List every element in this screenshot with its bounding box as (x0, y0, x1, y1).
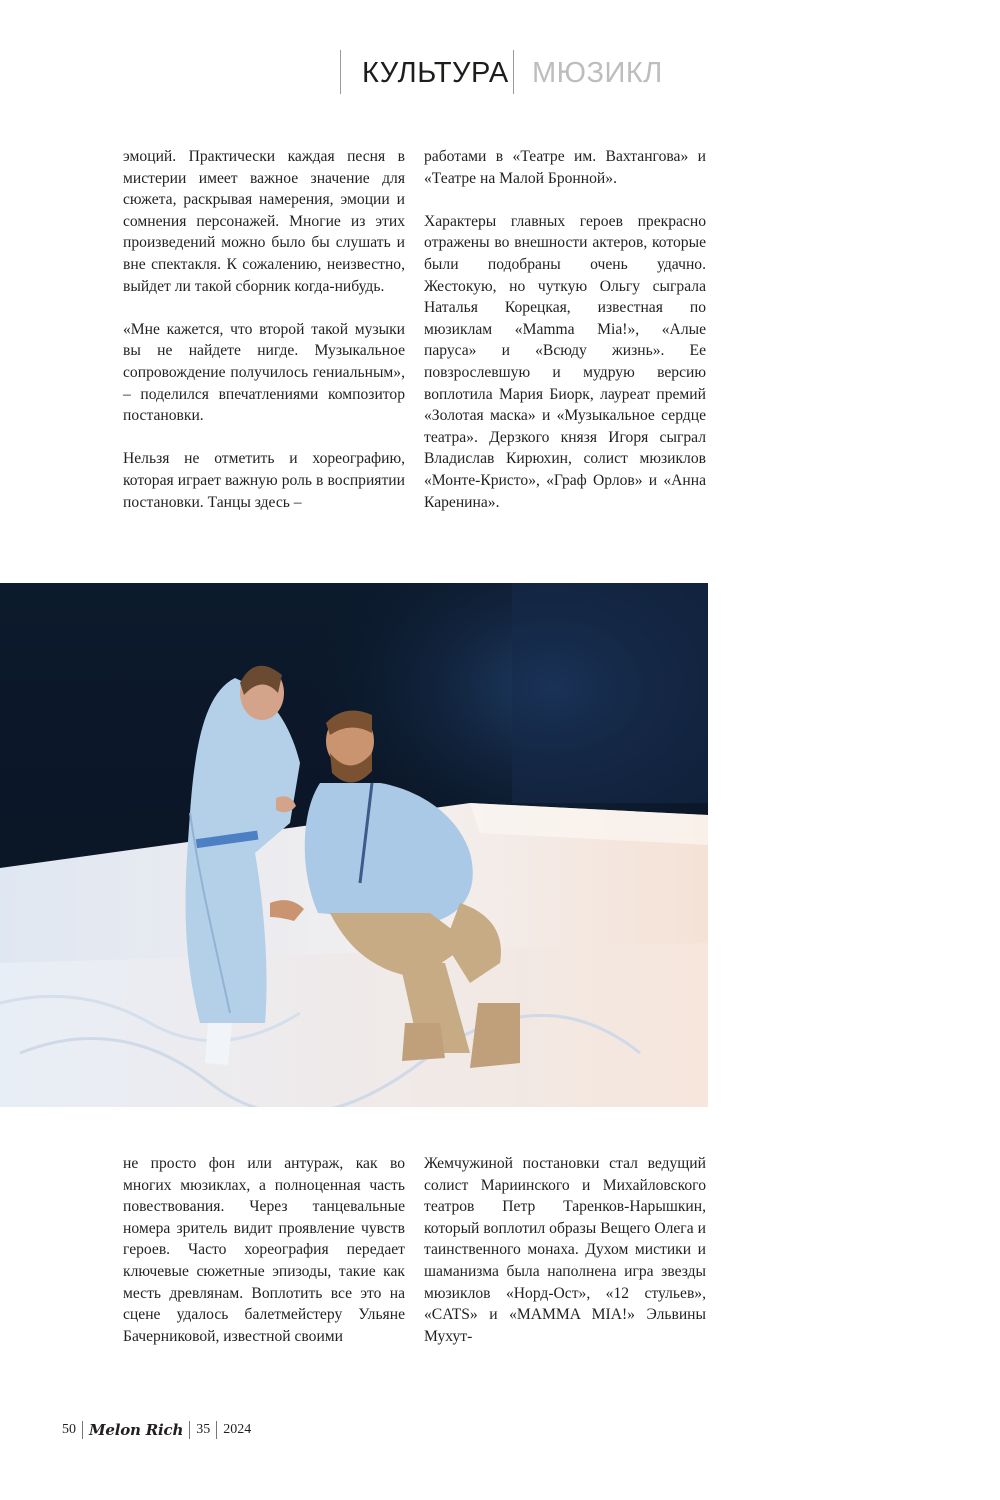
paragraph: Жемчужиной постановки стал ведущий солист Мариинского и Михайловского театров Петр Таренков-Нарышкин, который воплотил образы Вещего Олега и таинственного монаха. Духом мистики и шаманизма была наполнена игра звезды мюзиклов «Норд-Ост», «12 стульев», «CATS» и «MAMMA MIA!» Эльвины Мухут- (424, 1155, 706, 1345)
subsection-title: МЮЗИКЛ (532, 57, 663, 89)
stage-photo-illustration (0, 583, 708, 1107)
magazine-logo: Melon Rich (89, 1421, 184, 1439)
article-column-1 (123, 146, 405, 513)
article-column-2 (424, 146, 706, 513)
paragraph: Нельзя не отметить и хореографию, которая играет важную роль в восприятии постановки. Танцы здесь – (123, 450, 405, 511)
paragraph: «Мне кажется, что второй такой музыки вы не найдете нигде. Музыкальное сопровождение получилось гениальным», – поделился впечатлениями композитор постановки. (123, 320, 405, 425)
header-divider (340, 50, 341, 94)
footer-divider (189, 1421, 190, 1439)
paragraph: работами в «Театре им. Вахтангова» и «Театре на Малой Бронной». (424, 148, 706, 187)
stage-photo (0, 583, 708, 1107)
header-divider (513, 50, 514, 94)
page-number: 50 (62, 1422, 76, 1437)
footer-divider (82, 1421, 83, 1439)
footer-divider (216, 1421, 217, 1439)
section-title: КУЛЬТУРА (362, 57, 509, 89)
article-column-4 (424, 1153, 706, 1347)
issue-number: 35 (196, 1422, 211, 1437)
issue-year: 2024 (223, 1422, 252, 1437)
paragraph: эмоций. Практически каждая песня в мистерии имеет важное значение для сюжета, раскрывая намерения, эмоции и сомнения персонажей. Многие из этих произведений можно было бы слушать и вне спектакля. К сожалению, неизвестно, выйдет ли такой сборник когда-нибудь. (123, 148, 405, 295)
paragraph: Характеры главных героев прекрасно отражены во внешности актеров, которые были подобраны очень удачно. Жестокую, но чуткую Ольгу сыграла Наталья Корецкая, известная по мюзиклам «Mamma Mia!», «Алые паруса» и «Всюду жизнь». Ее повзрослевшую и мудрую версию воплотила Мария Биорк, лауреат премий «Золотая маска» и «Музыкальное сердце театра». Дерзкого князя Игоря сыграл Владислав Кирюхин, солист мюзиклов «Монте-Кристо», «Граф Орлов» и «Анна Каренина». (424, 212, 706, 511)
article-column-3 (123, 1153, 405, 1347)
page-footer (62, 1418, 251, 1442)
paragraph: не просто фон или антураж, как во многих мюзиклах, а полноценная часть повествования. Через танцевальные номера зритель видит проявление чувств героев. Часто хореография передает ключевые сюжетные эпизоды, такие как месть древлянам. Воплотить все это на сцене удалось балетмейстеру Ульяне Бачерниковой, известной своими (123, 1155, 405, 1345)
